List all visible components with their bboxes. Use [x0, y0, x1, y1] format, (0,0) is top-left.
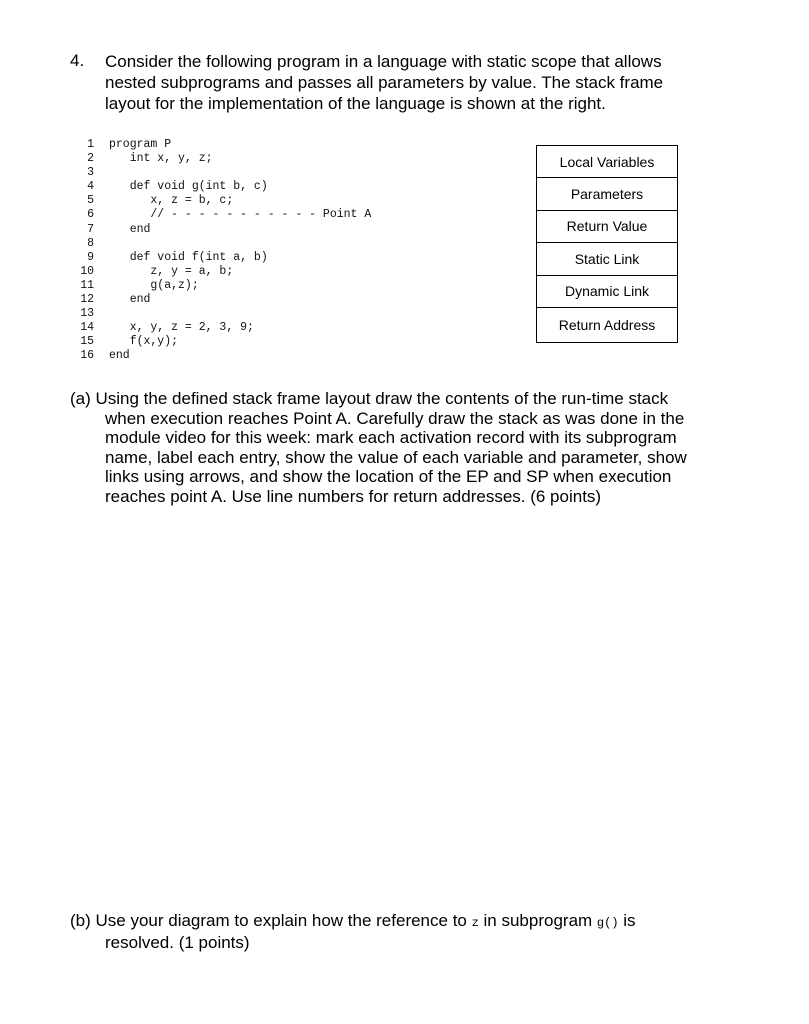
code-line — [70, 208, 371, 222]
code-text: x, y, z = 2, 3, 9; — [109, 321, 254, 335]
line-number: 10 — [80, 264, 94, 278]
code-text: program P — [109, 138, 172, 151]
code-text: end — [109, 349, 130, 363]
part-a-prompt — [70, 389, 730, 506]
code-text: def void g(int b, c) — [109, 180, 268, 194]
code-line — [70, 293, 371, 307]
frame-cell-parameters: Parameters — [537, 178, 677, 210]
part-b-prefix: (b) Use your diagram to explain how the reference to — [70, 911, 472, 930]
code-line — [70, 321, 371, 335]
intro-line: Consider the following program in a language with static scope that allows — [105, 52, 662, 71]
line-number: 3 — [87, 166, 94, 180]
line-number: 4 — [87, 180, 94, 194]
program-listing — [70, 138, 371, 364]
line-number: 12 — [80, 293, 94, 307]
code-text: end — [109, 293, 151, 307]
line-number: 5 — [87, 194, 94, 208]
line-number: 1 — [87, 138, 94, 151]
line-number: 11 — [80, 278, 94, 292]
code-line — [70, 265, 371, 279]
frame-cell-static-link: Static Link — [537, 243, 677, 275]
stack-frame-layout — [536, 145, 678, 343]
part-a-line: module video for this week: mark each activation record with its subprogram — [105, 428, 677, 447]
code-text: f(x,y); — [109, 335, 179, 349]
line-number: 13 — [80, 307, 94, 321]
code-text: def void f(int a, b) — [109, 250, 268, 264]
code-text: // - - - - - - - - - - - Point A — [109, 208, 372, 222]
part-a-line: (a) Using the defined stack frame layout draw the contents of the run-time stack — [70, 389, 669, 408]
question-number: 4. — [70, 51, 85, 70]
frame-cell-local-variables: Local Variables — [537, 146, 677, 178]
frame-cell-return-value: Return Value — [537, 211, 677, 243]
line-number: 6 — [87, 208, 94, 222]
part-b-line: resolved. (1 points) — [105, 933, 250, 952]
part-b-middle: in subprogram — [478, 911, 597, 930]
code-line — [70, 237, 371, 251]
intro-line: layout for the implementation of the language is shown at the right. — [105, 94, 606, 113]
code-line — [70, 138, 371, 152]
code-text: x, z = b, c; — [109, 194, 234, 208]
part-a-line: reaches point A. Use line numbers for return addresses. (6 points) — [105, 486, 602, 506]
line-number: 16 — [80, 349, 94, 363]
part-a-line: when execution reaches Point A. Carefully draw the stack as was done in the — [105, 408, 685, 428]
line-number: 8 — [87, 236, 94, 250]
code-text: end — [109, 222, 151, 236]
code-line — [70, 307, 371, 321]
part-b-line — [70, 911, 730, 933]
code-text: z, y = a, b; — [109, 264, 234, 278]
code-line — [70, 279, 371, 293]
code-text: int x, y, z; — [109, 152, 213, 166]
part-b-suffix: is — [618, 911, 636, 930]
part-b-var-z: z — [471, 916, 479, 930]
line-number: 15 — [80, 335, 94, 349]
code-text: g(a,z); — [109, 278, 199, 292]
line-number: 7 — [87, 222, 94, 236]
question-intro — [105, 51, 705, 114]
line-number: 14 — [80, 321, 94, 335]
part-b-prompt — [70, 911, 730, 953]
code-line — [70, 166, 371, 180]
part-b-func-g: g() — [596, 916, 619, 930]
code-line — [70, 251, 371, 265]
intro-line: nested subprograms and passes all parameters by value. The stack frame — [105, 73, 664, 92]
code-line — [70, 180, 371, 194]
line-number: 9 — [87, 250, 94, 264]
part-a-line: name, label each entry, show the value of each variable and parameter, show — [105, 447, 687, 467]
code-line — [70, 152, 371, 166]
frame-cell-dynamic-link: Dynamic Link — [537, 276, 677, 308]
code-line — [70, 223, 371, 237]
code-line — [70, 349, 371, 363]
code-line — [70, 335, 371, 349]
line-number: 2 — [87, 152, 94, 166]
frame-cell-return-address: Return Address — [558, 316, 656, 333]
part-a-line: links using arrows, and show the location of the EP and SP when execution — [105, 467, 672, 486]
code-line — [70, 194, 371, 208]
